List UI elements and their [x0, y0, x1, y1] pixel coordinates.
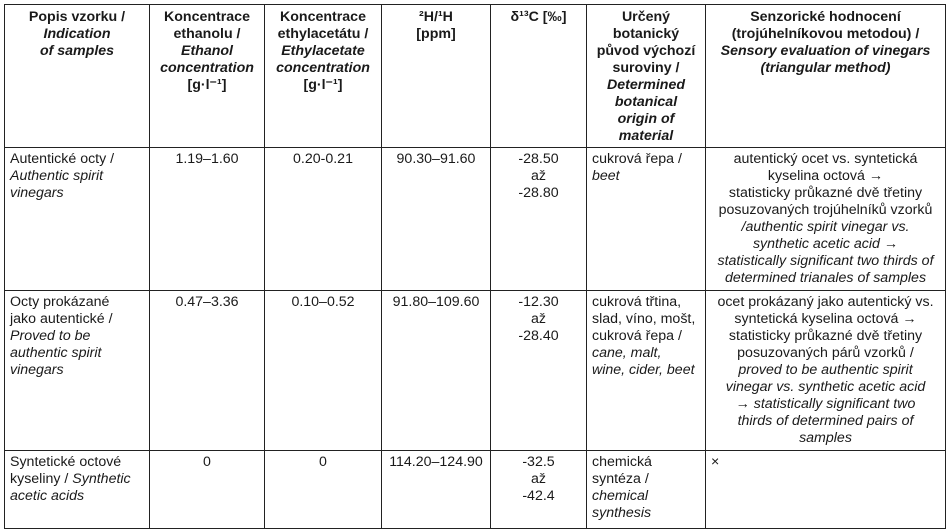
cell-delta: -32.5 až -42.4 — [491, 451, 587, 529]
cell-ethanol: 0.47–3.36 — [150, 291, 265, 451]
cell-delta: -12.30 až -28.40 — [491, 291, 587, 451]
cell-sensory: × — [706, 451, 946, 529]
header-ethylacetate: Koncentrace ethylacetátu / Ethylacetate concentration [g·l⁻¹] — [265, 5, 382, 148]
data-table — [4, 4, 946, 529]
cell-sample: Octy prokázané jako autentické / Proved to be authentic spirit vinegars — [5, 291, 150, 451]
header-origin: Určený botanický původ výchozí suroviny / Determined botanical origin of material — [587, 5, 706, 148]
cell-origin: chemická syntéza / chemical synthesis — [587, 451, 706, 529]
cell-origin: cukrová třtina, slad, víno, mošt, cukrová řepa / cane, malt, wine, cider, beet — [587, 291, 706, 451]
cell-ethylacetate: 0 — [265, 451, 382, 529]
cell-hh: 90.30–91.60 — [382, 148, 491, 291]
cell-ethanol: 0 — [150, 451, 265, 529]
cell-delta: -28.50 až -28.80 — [491, 148, 587, 291]
header-hh: ²H/¹H [ppm] — [382, 5, 491, 148]
cell-hh: 114.20–124.90 — [382, 451, 491, 529]
header-sample: Popis vzorku / Indication of samples — [5, 5, 150, 148]
header-row — [5, 5, 946, 148]
cell-sensory: ocet prokázaný jako autentický vs. syntetická kyselina octová → statisticky průkazné dvě třetiny posuzovaných párů vzorků / proved to be authentic spirit vinegar vs. synthetic acetic acid → statistically significant two thirds of determined pairs of samples — [706, 291, 946, 451]
cell-hh: 91.80–109.60 — [382, 291, 491, 451]
table-row — [5, 451, 946, 529]
header-ethanol: Koncentrace ethanolu / Ethanol concentration [g·l⁻¹] — [150, 5, 265, 148]
header-sensory: Senzorické hodnocení (trojúhelníkovou metodou) / Sensory evaluation of vinegars (triangular method) — [706, 5, 946, 148]
cell-ethylacetate: 0.10–0.52 — [265, 291, 382, 451]
cell-sample: Syntetické octové kyseliny / Synthetic acetic acids — [5, 451, 150, 529]
cell-origin: cukrová řepa / beet — [587, 148, 706, 291]
table-row — [5, 291, 946, 451]
cell-ethanol: 1.19–1.60 — [150, 148, 265, 291]
cell-ethylacetate: 0.20-0.21 — [265, 148, 382, 291]
table-row — [5, 148, 946, 291]
header-delta: δ¹³C [‰] — [491, 5, 587, 148]
cell-sample: Autentické octy / Authentic spirit vinegars — [5, 148, 150, 291]
cell-sensory: autentický ocet vs. syntetická kyselina octová → statisticky průkazné dvě třetiny posuzovaných trojúhelníků vzorků /authentic spirit vinegar vs. synthetic acetic acid → statistically significant two thirds of determined trianales of samples — [706, 148, 946, 291]
